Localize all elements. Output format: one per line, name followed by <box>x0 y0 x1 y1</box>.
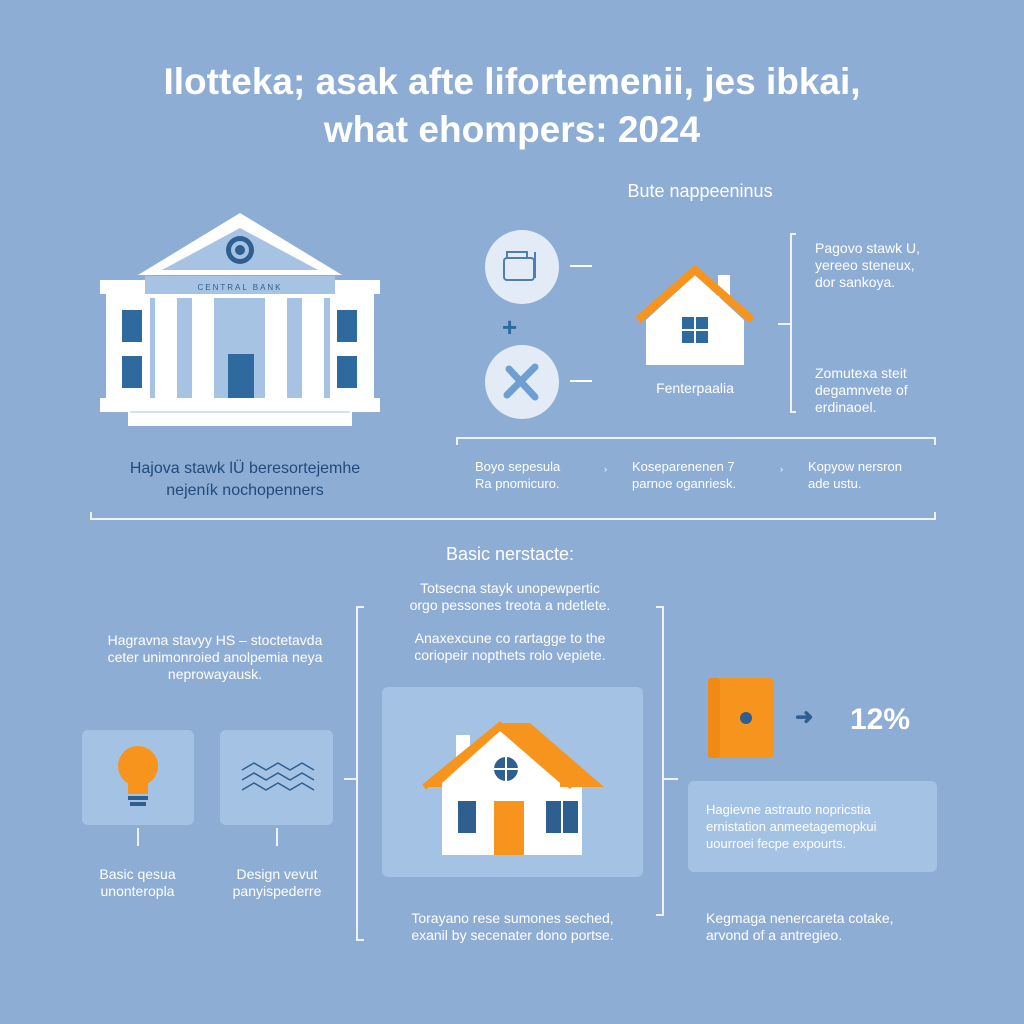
left-note: Hagravna stavyy HS – stoctetavda ceter unimonroied anolpemia neya neprowayausk. <box>107 632 323 682</box>
process-section-title: Bute nappeeninus <box>627 181 773 201</box>
bracket <box>790 233 796 413</box>
house-icon <box>630 265 760 370</box>
bank-sign: CENTRAL BANK <box>197 283 283 292</box>
connector <box>276 828 278 846</box>
house-icon <box>382 687 643 877</box>
tools-icon <box>485 345 559 419</box>
right-note-2: Zomutexa steit degamnvete of erdinaoel. <box>815 365 908 415</box>
plus-icon: + <box>502 312 518 342</box>
card-lightbulb <box>82 730 194 825</box>
step-3: Kopyow nersron ade ustu. <box>808 459 902 491</box>
wallet-circle <box>485 230 559 304</box>
left-bracket <box>356 606 364 941</box>
orange-book-icon <box>708 678 776 758</box>
rate-note-card <box>688 781 937 872</box>
wallet-icon <box>485 230 559 304</box>
central-bank-icon <box>100 210 380 430</box>
right-bracket <box>656 606 664 916</box>
connector <box>137 828 139 846</box>
rate-note: Hagievne astrauto nopricstia ernistation anmeetagemopkui uourroei fecpe expourts. <box>706 802 877 851</box>
waves-icon <box>220 730 333 825</box>
bracket-tick <box>664 778 678 780</box>
page-title: Ilotteka; asak afte lifortemenii, jes ibkai, what ehompers: 2024 <box>163 61 861 150</box>
arrow-icon <box>570 380 592 382</box>
card-label-1: Basic qesua unonteropla <box>99 866 176 899</box>
bracket-tick <box>778 323 790 325</box>
center-caption: Torayano rese sumones seched, exanil by secenater dono portse. <box>411 910 614 943</box>
basics-section-title: Basic nerstacte: <box>445 544 575 564</box>
steps-bracket <box>456 437 936 445</box>
rate-value: 12% <box>850 703 911 736</box>
card-waves <box>220 730 333 825</box>
house-label: Fenterpaalia <box>656 380 734 396</box>
step-arrow-icon: › <box>780 464 783 474</box>
bank-caption: Hajova stawk lÜ beresortejemhe nejeník nochopenners <box>129 460 361 499</box>
featured-house-card <box>382 687 643 877</box>
arrow-icon <box>570 265 592 267</box>
section-divider <box>90 512 936 520</box>
arrow-right-icon: ➜ <box>795 704 814 729</box>
lightbulb-icon <box>82 730 194 825</box>
center-note-1: Totsecna stayk unopewpertic orgo pessones treota a ndetlete. <box>409 580 611 613</box>
card-label-2: Design vevut panyispederre <box>232 866 322 899</box>
right-note-1: Pagovo stawk U, yereeo steneux, dor sankoya. <box>815 240 921 290</box>
step-arrow-icon: › <box>604 464 607 474</box>
bracket-tick <box>344 778 356 780</box>
step-1: Boyo sepesula Ra pnomicuro. <box>475 459 561 491</box>
center-note-2: Anaxexcune co rartagge to the coriopeir nopthets rolo vepiete. <box>414 630 606 663</box>
step-2: Koseparenenen 7 parnoe oganriesk. <box>632 459 737 491</box>
right-caption: Kegmaga nenercareta cotake, arvond of a antregieo. <box>706 910 894 943</box>
tools-circle <box>485 345 559 419</box>
